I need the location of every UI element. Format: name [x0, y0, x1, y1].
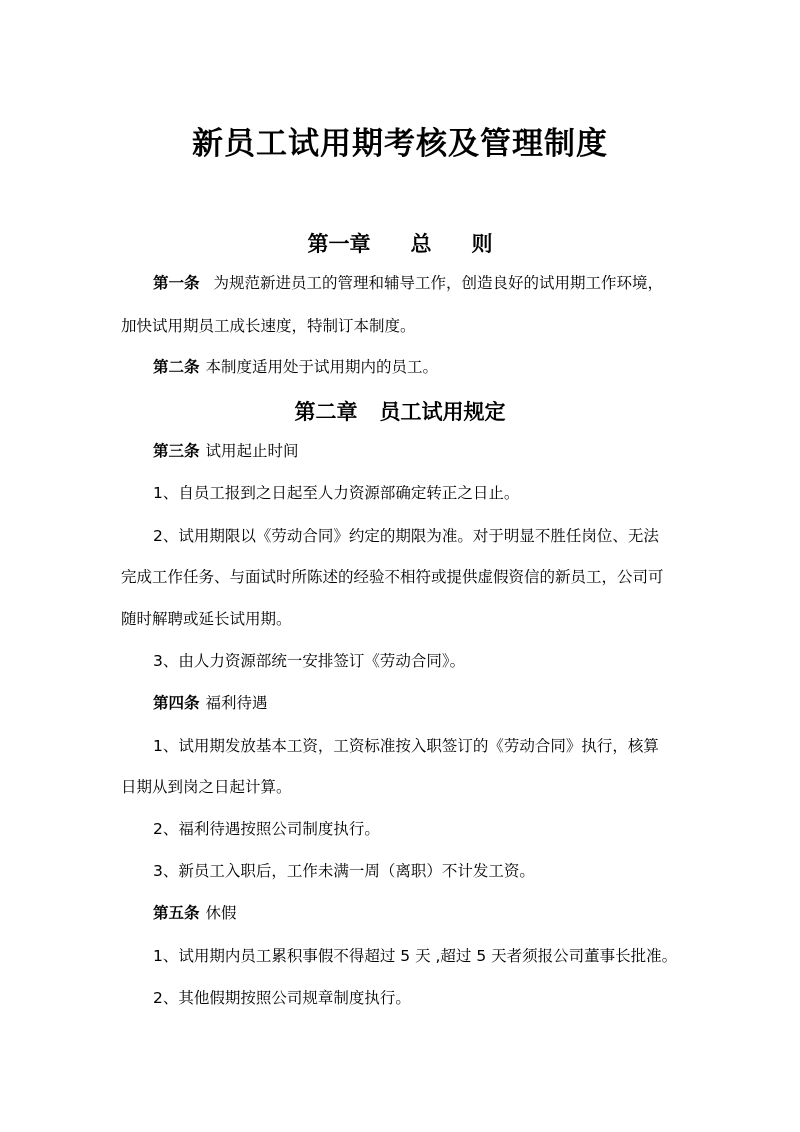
article-5-item-2: 2、其他假期按照公司规章制度执行。 [153, 989, 411, 1007]
article-4-item-1-line-2: 日期从到岗之日起计算。 [121, 778, 292, 796]
article-1-text-1: 为规范新进员工的管理和辅导工作，创造良好的试用期工作环境， [213, 274, 664, 292]
article-3-item-2-line-2: 完成工作任务、与面试时所陈述的经验不相符或提供虚假资信的新员工，公司可 [121, 568, 664, 586]
chapter-1-title-word-1: 总 [410, 232, 432, 256]
chapter-2-heading [0, 396, 800, 426]
article-3-heading [153, 441, 299, 461]
article-4-item-3: 3、新员工入职后，工作未满一周（离职）不计发工资。 [153, 862, 535, 880]
article-4-label: 第四条 [153, 694, 200, 712]
article-4-item-1-line-1: 1、试用期发放基本工资，工资标准按入职签订的《劳动合同》执行，核算 [153, 737, 659, 755]
chapter-1-heading [0, 228, 800, 258]
article-3-item-1: 1、自员工报到之日起至人力资源部确定转正之日止。 [153, 484, 520, 502]
article-5-item-1: 1、试用期内员工累积事假不得超过 5 天 ,超过 5 天者须报公司董事长批准。 [153, 947, 678, 965]
article-3-title: 试用起止时间 [205, 442, 299, 460]
chapter-1-title-word-2: 则 [471, 232, 493, 256]
article-4-item-2: 2、福利待遇按照公司制度执行。 [153, 820, 380, 838]
article-5-heading [153, 903, 237, 923]
article-3-item-2-line-3: 随时解聘或延长试用期。 [121, 610, 292, 628]
chapter-2-number: 第二章 [294, 400, 358, 424]
article-3-label: 第三条 [153, 442, 200, 460]
article-1-label: 第一条 [153, 274, 200, 292]
chapter-1-number: 第一章 [307, 232, 371, 256]
chapter-2-title: 员工试用规定 [379, 400, 506, 424]
document-title: 新员工试用期考核及管理制度 [192, 126, 608, 162]
article-1-line-2: 加快试用期员工成长速度，特制订本制度。 [121, 317, 416, 335]
article-3-item-2-line-1: 2、试用期限以《劳动合同》约定的期限为准。对于明显不胜任岗位、无法 [153, 527, 659, 545]
article-3-item-3: 3、由人力资源部统一安排签订《劳动合同》。 [153, 652, 466, 670]
article-2 [153, 357, 438, 377]
article-4-title: 福利待遇 [205, 694, 268, 712]
article-5-label: 第五条 [153, 904, 200, 922]
article-4-heading [153, 693, 268, 713]
article-2-text: 本制度适用处于试用期内的员工。 [205, 358, 439, 376]
article-5-title: 休假 [205, 904, 237, 922]
article-1-line-1 [153, 273, 663, 293]
article-2-label: 第二条 [153, 358, 200, 376]
